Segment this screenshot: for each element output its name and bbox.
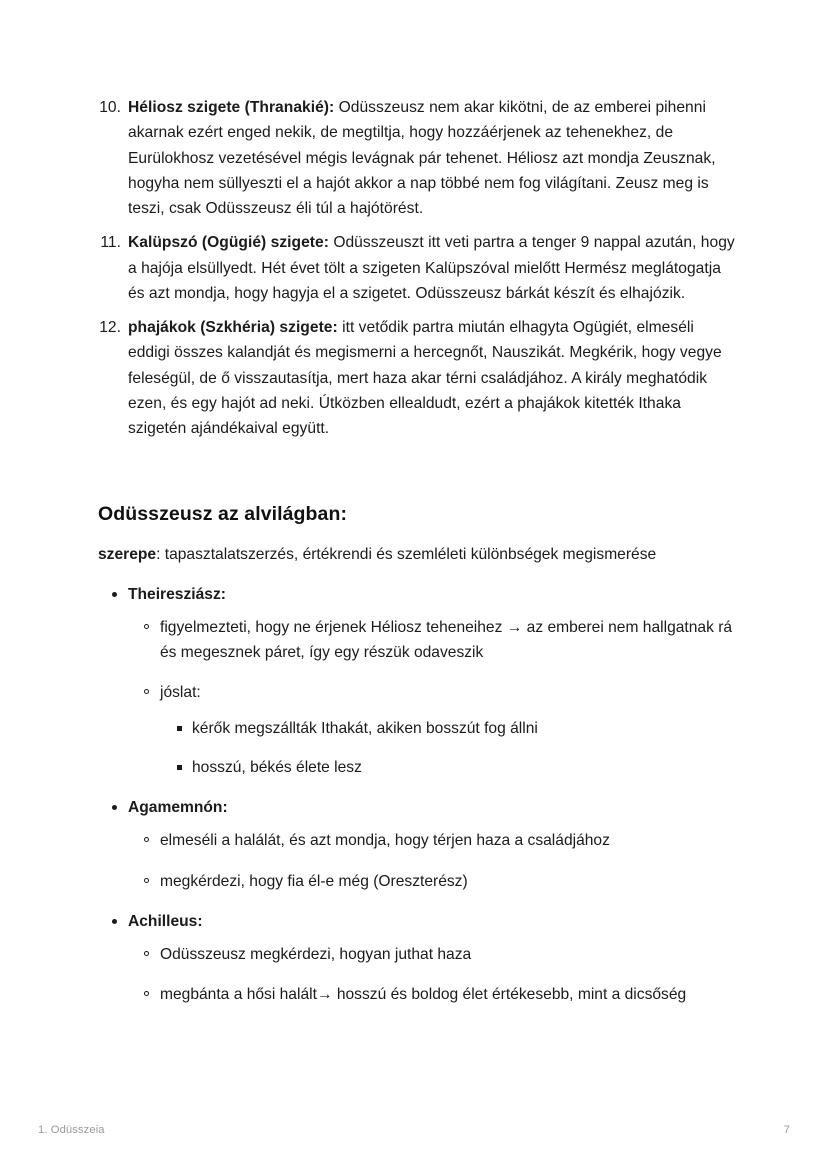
list-item-body: Odüsszeuszt itt veti partra a tenger 9 nappal azután, hogy a hajója elsüllyedt. Hét évet tölt a szigeten Kalüpszóval mielőtt Hermész meglátogatja és azt mondja, hogy hagyja el a szigetet. Odüsszeusz bárkát készít és elhajózik. — [128, 234, 735, 302]
list-item-lead: Kalüpszó (Ogügié) szigete: — [128, 234, 329, 252]
list-item — [95, 315, 735, 441]
list-item — [128, 615, 735, 666]
bullet-square-icon — [177, 726, 182, 731]
list-item-body: Odüsszeusz nem akar kikötni, de az emberei pihenni akarnak ezért enged nekik, de megtiltja, hogy hozzáérjenek az tehenekhez, de Eurülokhosz vezetésével mégis levágnak pár tehenet. Héliosz azt mondja Zeusznak, hogyha nem süllyeszti el a hajót akkor a nap többé nem fog világítani. Zeusz meg is teszi, csak Odüsszeusz éli túl a hajótörést. — [128, 99, 716, 217]
subpoint-text: hosszú, békés élete lesz — [192, 758, 362, 776]
underworld-character-list — [95, 582, 735, 1008]
bullet-disc-icon — [112, 805, 117, 810]
list-item — [160, 716, 735, 741]
list-item-number: 11. — [100, 234, 121, 252]
point-text: jóslat: — [160, 684, 201, 702]
point-text: Odüsszeusz megkérdezi, hogyan juthat haza — [160, 946, 472, 963]
page-footer — [0, 1121, 828, 1139]
point-text: megkérdezi, hogy fia él-e még (Oreszterész) — [160, 872, 468, 890]
page-number: 7 — [783, 1124, 790, 1136]
bullet-circle-icon — [144, 951, 149, 956]
character-name: Agamemnón: — [128, 799, 228, 816]
character-point-list — [128, 615, 735, 780]
island-numbered-list — [95, 95, 735, 441]
list-item — [128, 942, 735, 967]
bullet-circle-icon — [144, 624, 149, 629]
bullet-circle-icon — [144, 689, 149, 694]
list-item-body: itt vetődik partra miután elhagyta Ogügiét, elmeséli eddigi összes kalandját és megismerni a hercegnőt, Nauszikát. Megkérik, hogy vegye feleségül, de ő visszautasítja, mert haza akar térni családjához. A király meghatódik ezen, és egy hajót ad neki. Útközben ellealdudt, ezért a phajákok kitették Ithaka szigetén ajándékaival együtt. — [128, 319, 722, 437]
point-text: elmeséli a halálát, és azt mondja, hogy térjen haza a családjához — [160, 832, 610, 850]
point-text: figyelmezteti, hogy ne érjenek Héliosz teheneihez → az emberei nem hallgatnak rá és megesznek páret, így egy részük odaveszik — [160, 618, 733, 661]
document-content — [95, 95, 735, 1023]
list-item — [95, 230, 735, 306]
list-item-lead: Héliosz szigete (Thranakié): — [128, 99, 335, 116]
character-point-list — [128, 942, 735, 1008]
point-subpoint-list — [160, 716, 735, 781]
bullet-disc-icon — [112, 919, 117, 924]
bullet-disc-icon — [112, 592, 117, 597]
list-item-number: 10. — [99, 99, 121, 116]
list-item — [128, 680, 735, 780]
section-heading: Odüsszeusz az alvilágban: — [98, 503, 348, 526]
list-item — [128, 869, 735, 894]
character-name: Theiresziász: — [128, 585, 226, 603]
list-item-lead: phajákok (Szkhéria) szigete: — [128, 319, 338, 336]
list-item — [128, 828, 735, 853]
role-paragraph — [98, 542, 658, 567]
role-body: : tapasztalatszerzés, értékrendi és szemléleti különbségek megismerése — [156, 546, 657, 564]
list-item — [95, 909, 735, 1008]
list-item-number: 12. — [99, 319, 121, 336]
bullet-circle-icon — [144, 991, 149, 996]
character-name: Achilleus: — [128, 912, 203, 930]
list-item — [95, 95, 735, 221]
bullet-square-icon — [177, 765, 182, 770]
footer-title: 1. Odüsszeia — [38, 1124, 105, 1136]
list-item — [160, 755, 735, 780]
character-point-list — [128, 828, 735, 894]
point-text: megbánta a hősi halált→ hosszú és boldog élet értékesebb, mint a dicsőség — [160, 986, 687, 1004]
role-lead: szerepe — [98, 546, 157, 564]
bullet-circle-icon — [144, 837, 149, 842]
subpoint-text: kérők megszállták Ithakát, akiken bosszút fog állni — [192, 719, 538, 737]
bullet-circle-icon — [144, 878, 149, 883]
list-item — [95, 795, 735, 894]
list-item — [128, 982, 735, 1007]
list-item — [95, 582, 735, 781]
